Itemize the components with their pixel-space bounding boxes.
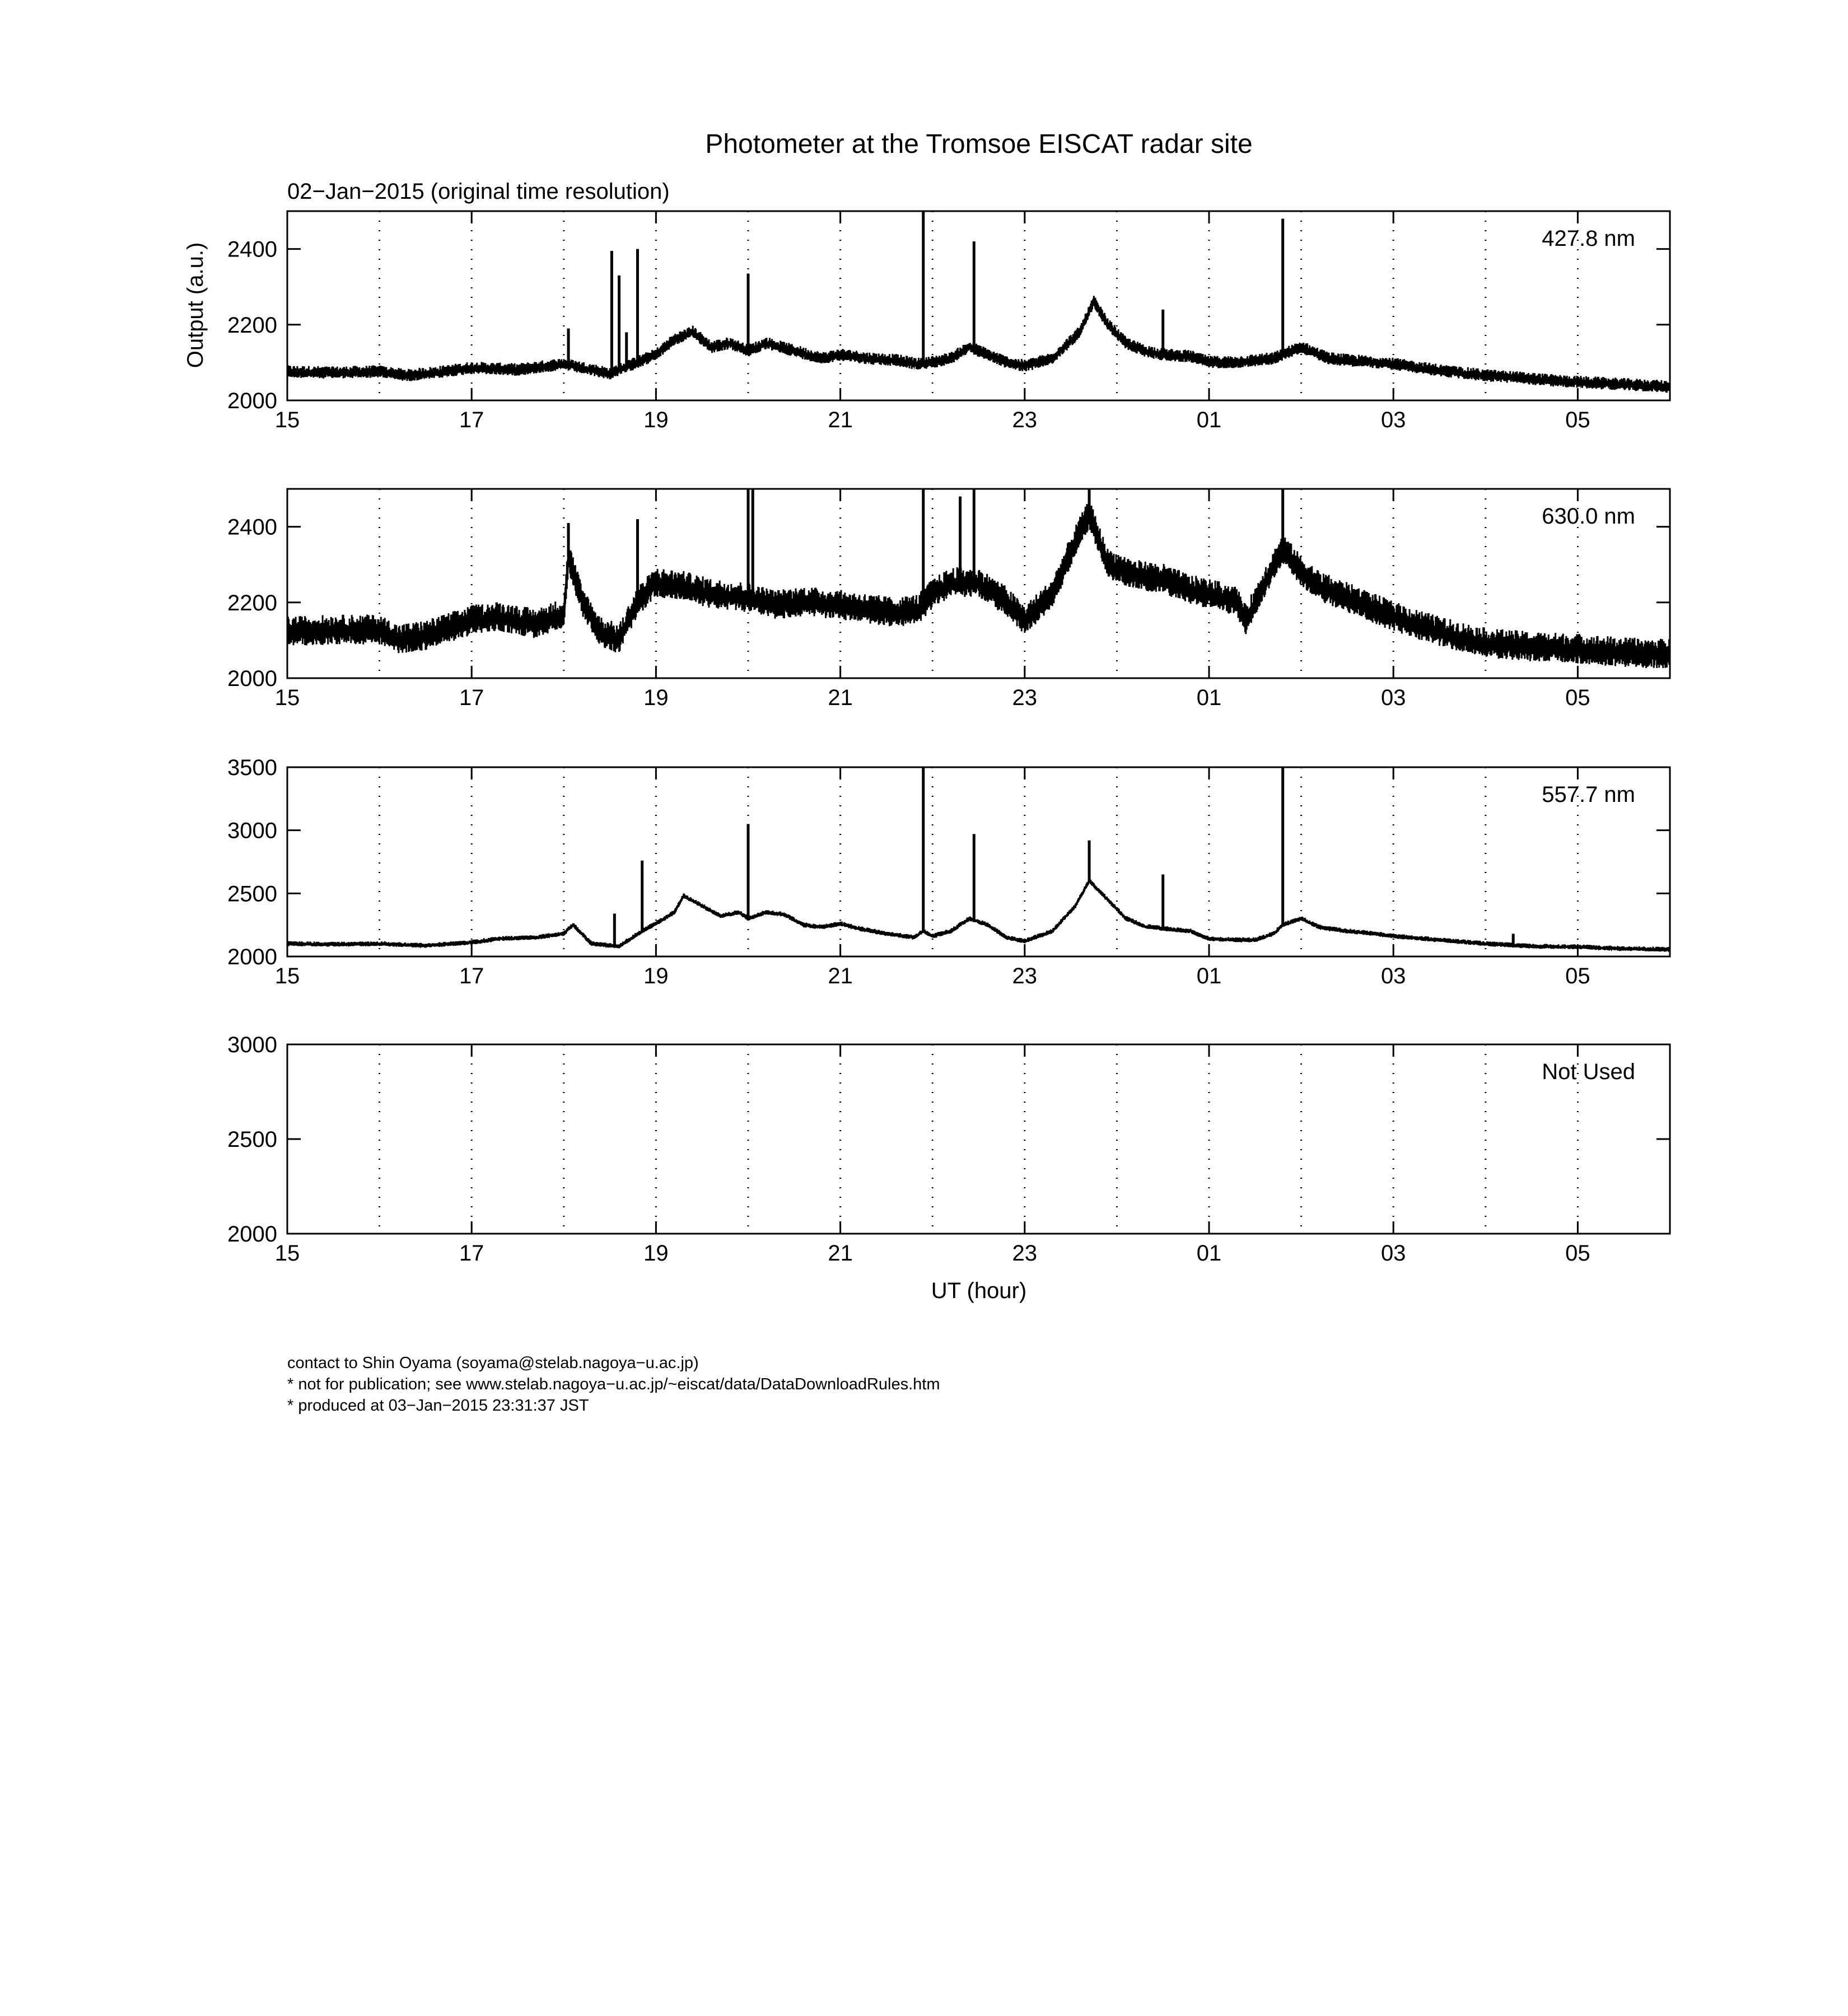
- x-tick-label: 21: [828, 964, 853, 988]
- x-tick-label: 01: [1196, 964, 1222, 988]
- x-tick-label: 19: [643, 964, 669, 988]
- y-tick-label: 2400: [227, 515, 277, 540]
- x-axis-label: UT (hour): [931, 1278, 1027, 1303]
- x-tick-label: 05: [1565, 408, 1590, 432]
- x-tick-label: 01: [1196, 685, 1222, 710]
- x-tick-label: 23: [1012, 408, 1038, 432]
- x-tick-label: 05: [1565, 1241, 1590, 1266]
- x-tick-label: 17: [459, 408, 484, 432]
- y-tick-label: 3000: [227, 818, 277, 843]
- footnote-produced: * produced at 03−Jan−2015 23:31:37 JST: [287, 1397, 589, 1415]
- x-tick-label: 03: [1380, 1241, 1406, 1266]
- x-tick-label: 17: [459, 964, 484, 988]
- x-tick-label: 17: [459, 1241, 484, 1266]
- x-tick-label: 15: [274, 685, 300, 710]
- x-tick-label: 23: [1012, 685, 1038, 710]
- y-tick-label: 3000: [227, 1033, 277, 1057]
- x-tick-label: 19: [643, 1241, 669, 1266]
- panel-frame: [287, 1044, 1670, 1234]
- x-tick-label: 03: [1380, 685, 1406, 710]
- y-tick-label: 2500: [227, 1127, 277, 1152]
- y-tick-label: 2500: [227, 881, 277, 907]
- panel-frame: [287, 767, 1670, 956]
- chart-title: Photometer at the Tromsoe EISCAT radar site: [705, 129, 1253, 159]
- y-tick-label: 3500: [227, 755, 277, 780]
- x-tick-label: 23: [1012, 964, 1038, 988]
- x-tick-label: 15: [274, 408, 300, 432]
- panel-label: 427.8 nm: [1542, 226, 1635, 251]
- x-tick-label: 05: [1565, 964, 1590, 988]
- x-tick-label: 03: [1380, 408, 1406, 432]
- y-tick-label: 2000: [227, 389, 277, 413]
- x-tick-label: 15: [274, 964, 300, 988]
- chart-subtitle: 02−Jan−2015 (original time resolution): [287, 179, 670, 204]
- x-tick-label: 17: [459, 685, 484, 710]
- x-tick-label: 19: [643, 685, 669, 710]
- series-trace: [287, 767, 1670, 952]
- y-tick-label: 2400: [227, 237, 277, 262]
- x-tick-label: 21: [828, 1241, 853, 1266]
- series-trace: [287, 211, 1670, 393]
- y-tick-label: 2200: [227, 590, 277, 615]
- series-band: [287, 296, 1670, 393]
- panel-label: 557.7 nm: [1542, 782, 1635, 807]
- series-line: [287, 515, 1670, 659]
- panel-2: [227, 489, 1670, 710]
- series-trace: [287, 489, 1670, 668]
- x-tick-label: 21: [828, 685, 853, 710]
- y-axis-label: Output (a.u.): [183, 242, 208, 368]
- panels-group: [227, 211, 1670, 1266]
- x-tick-label: 01: [1196, 408, 1222, 432]
- y-tick-label: 2000: [227, 945, 277, 969]
- y-tick-label: 2000: [227, 1222, 277, 1247]
- x-tick-label: 19: [643, 408, 669, 432]
- panel-label: 630.0 nm: [1542, 504, 1635, 529]
- x-tick-label: 23: [1012, 1241, 1038, 1266]
- panel-4: [227, 1033, 1670, 1266]
- y-tick-label: 2000: [227, 666, 277, 691]
- x-tick-label: 15: [274, 1241, 300, 1266]
- x-tick-label: 03: [1380, 964, 1406, 988]
- panel-label: Not Used: [1542, 1060, 1635, 1084]
- x-tick-label: 21: [828, 408, 853, 432]
- footnote-notice: * not for publication; see www.stelab.nagoya−u.ac.jp/~eiscat/data/DataDownloadRules.htm: [287, 1375, 940, 1393]
- panel-1: [227, 211, 1670, 432]
- panel-3: [227, 755, 1670, 988]
- footnote-contact: contact to Shin Oyama (soyama@stelab.nagoya−u.ac.jp): [287, 1354, 699, 1372]
- x-tick-label: 01: [1196, 1241, 1222, 1266]
- x-tick-label: 05: [1565, 685, 1590, 710]
- y-tick-label: 2200: [227, 312, 277, 338]
